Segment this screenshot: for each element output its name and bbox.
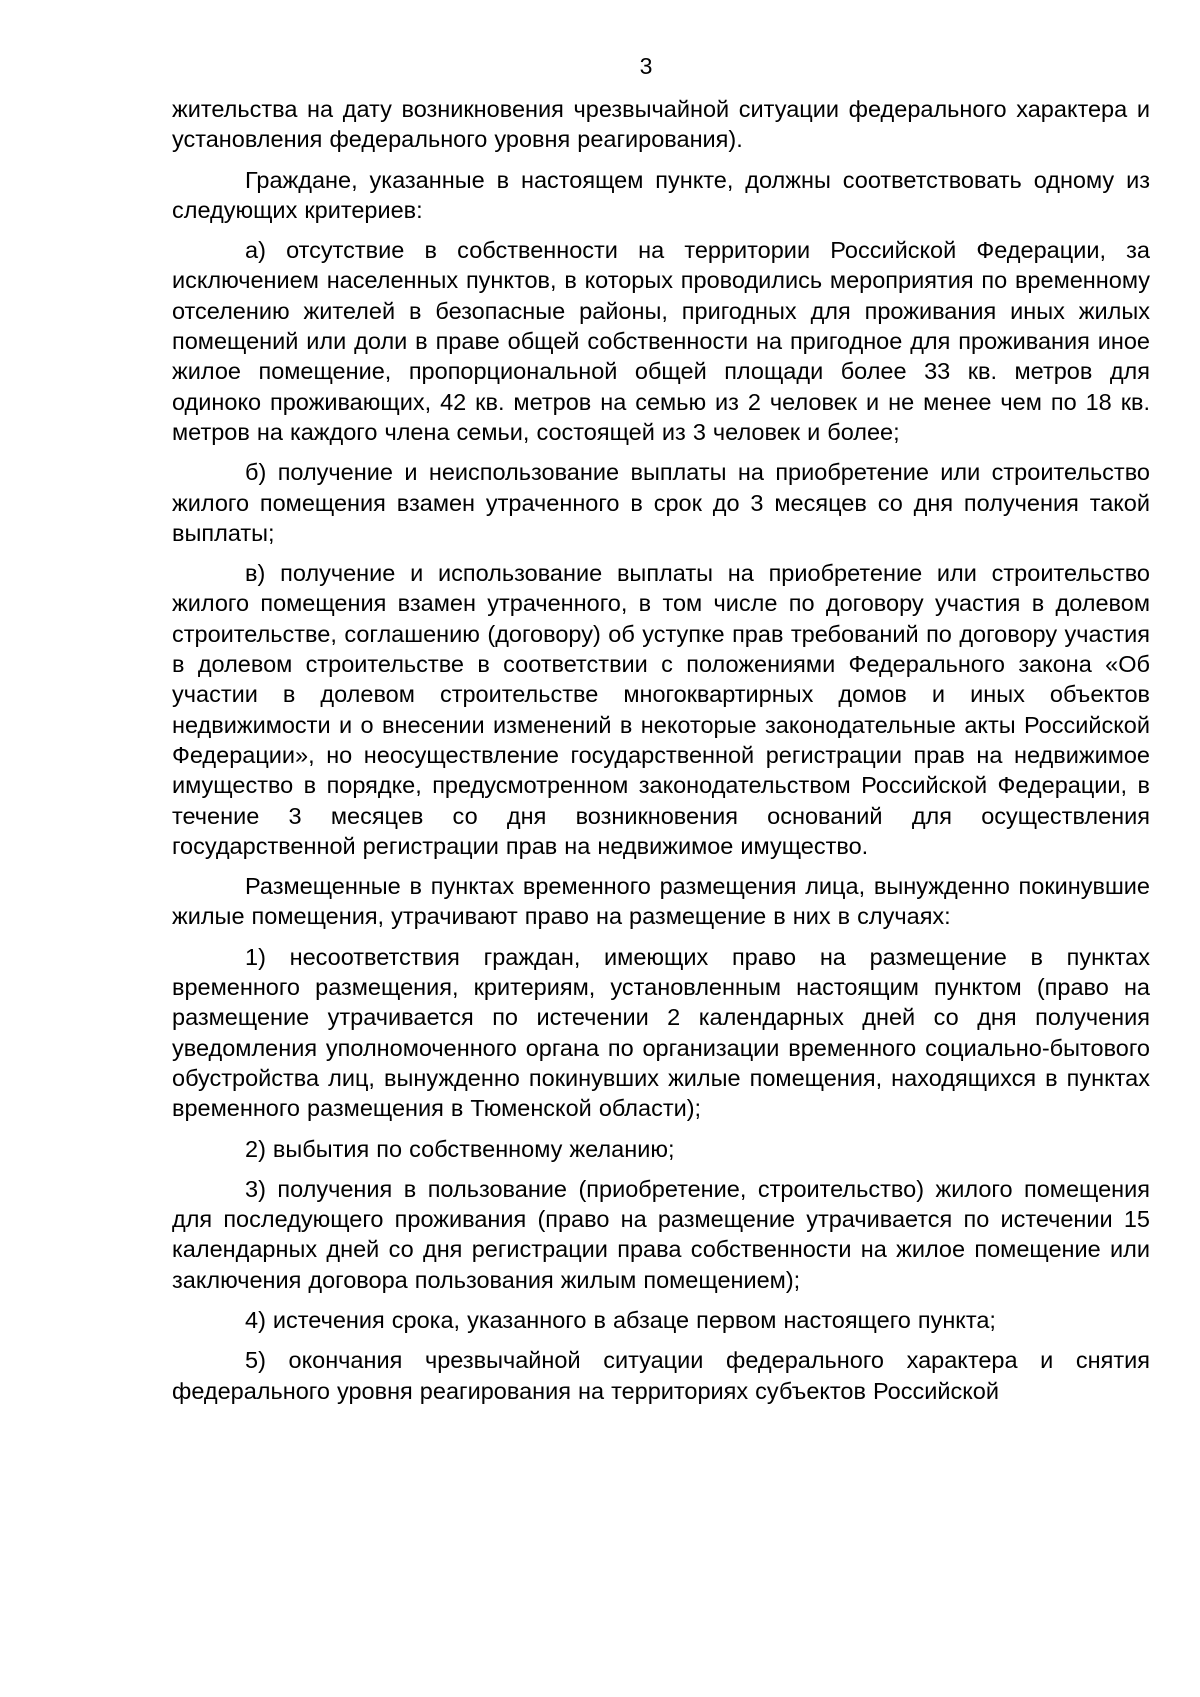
- paragraph-criteria-intro: Граждане, указанные в настоящем пункте, должны соответствовать одному из следующих критериев:: [172, 166, 1150, 223]
- paragraph-criterion-b: б) получение и неиспользование выплаты на приобретение или строительство жилого помещения взамен утраченного в срок до 3 месяцев со дня получения такой выплаты;: [172, 459, 1150, 546]
- paragraph-case-4: 4) истечения срока, указанного в абзаце первом настоящего пункта;: [245, 1306, 996, 1333]
- paragraph-criterion-v: в) получение и использование выплаты на приобретение или строительство жилого помещения взамен утраченного, в том числе по договору участия в долевом строительстве, соглашению (договору) об уступке прав требований по договору участия в долевом строительстве в соответствии с положениями Федерального закона «Об участии в долевом строительстве многоквартирных домов и иных объектов недвижимости и о внесении изменений в некоторые законодательные акты Российской Федерации», но неосуществление государственной регистрации прав на недвижимое имущество в порядке, предусмотренном законодательством Российской Федерации, в течение 3 месяцев со дня возникновения оснований для осуществления государственной регистрации прав на недвижимое имущество.: [172, 560, 1150, 859]
- paragraph-loss-of-right-intro: Размещенные в пунктах временного размещения лица, вынужденно покинувшие жилые помещения, утрачивают право на размещение в них в случаях:: [172, 873, 1150, 930]
- paragraph-residence-continuation: жительства на дату возникновения чрезвычайной ситуации федерального характера и установления федерального уровня реагирования).: [172, 96, 1150, 153]
- paragraph-case-5: 5) окончания чрезвычайной ситуации федерального характера и снятия федерального уровня реагирования на территориях субъектов Российской: [172, 1347, 1150, 1404]
- paragraph-case-3: 3) получения в пользование (приобретение, строительство) жилого помещения для последующего проживания (право на размещение утрачивается по истечении 15 календарных дней со дня регистрации права собственности на жилое помещение или заключения договора пользования жилым помещением);: [172, 1175, 1150, 1293]
- paragraph-case-1: 1) несоответствия граждан, имеющих право на размещение в пунктах временного размещения, критериям, установленным настоящим пунктом (право на размещение утрачивается по истечении 2 календарных дней со дня получения уведомления уполномоченного органа по организации временного социально-бытового обустройства лиц, вынужденно покинувших жилые помещения, находящихся в пунктах временного размещения в Тюменской области);: [172, 943, 1150, 1122]
- paragraph-criterion-a: а) отсутствие в собственности на территории Российской Федерации, за исключением населенных пунктов, в которых проводились мероприятия по временному отселению жителей в безопасные районы, пригодных для проживания иных жилых помещений или доли в праве общей собственности на пригодное для проживания иное жилое помещение, пропорциональной общей площади более 33 кв. метров для одиноко проживающих, 42 кв. метров на семью из 2 человек и не менее чем по 18 кв. метров на каждого члена семьи, состоящей из 3 человек и более;: [172, 237, 1150, 445]
- paragraph-case-2: 2) выбытия по собственному желанию;: [245, 1135, 675, 1162]
- page-number: 3: [639, 53, 653, 79]
